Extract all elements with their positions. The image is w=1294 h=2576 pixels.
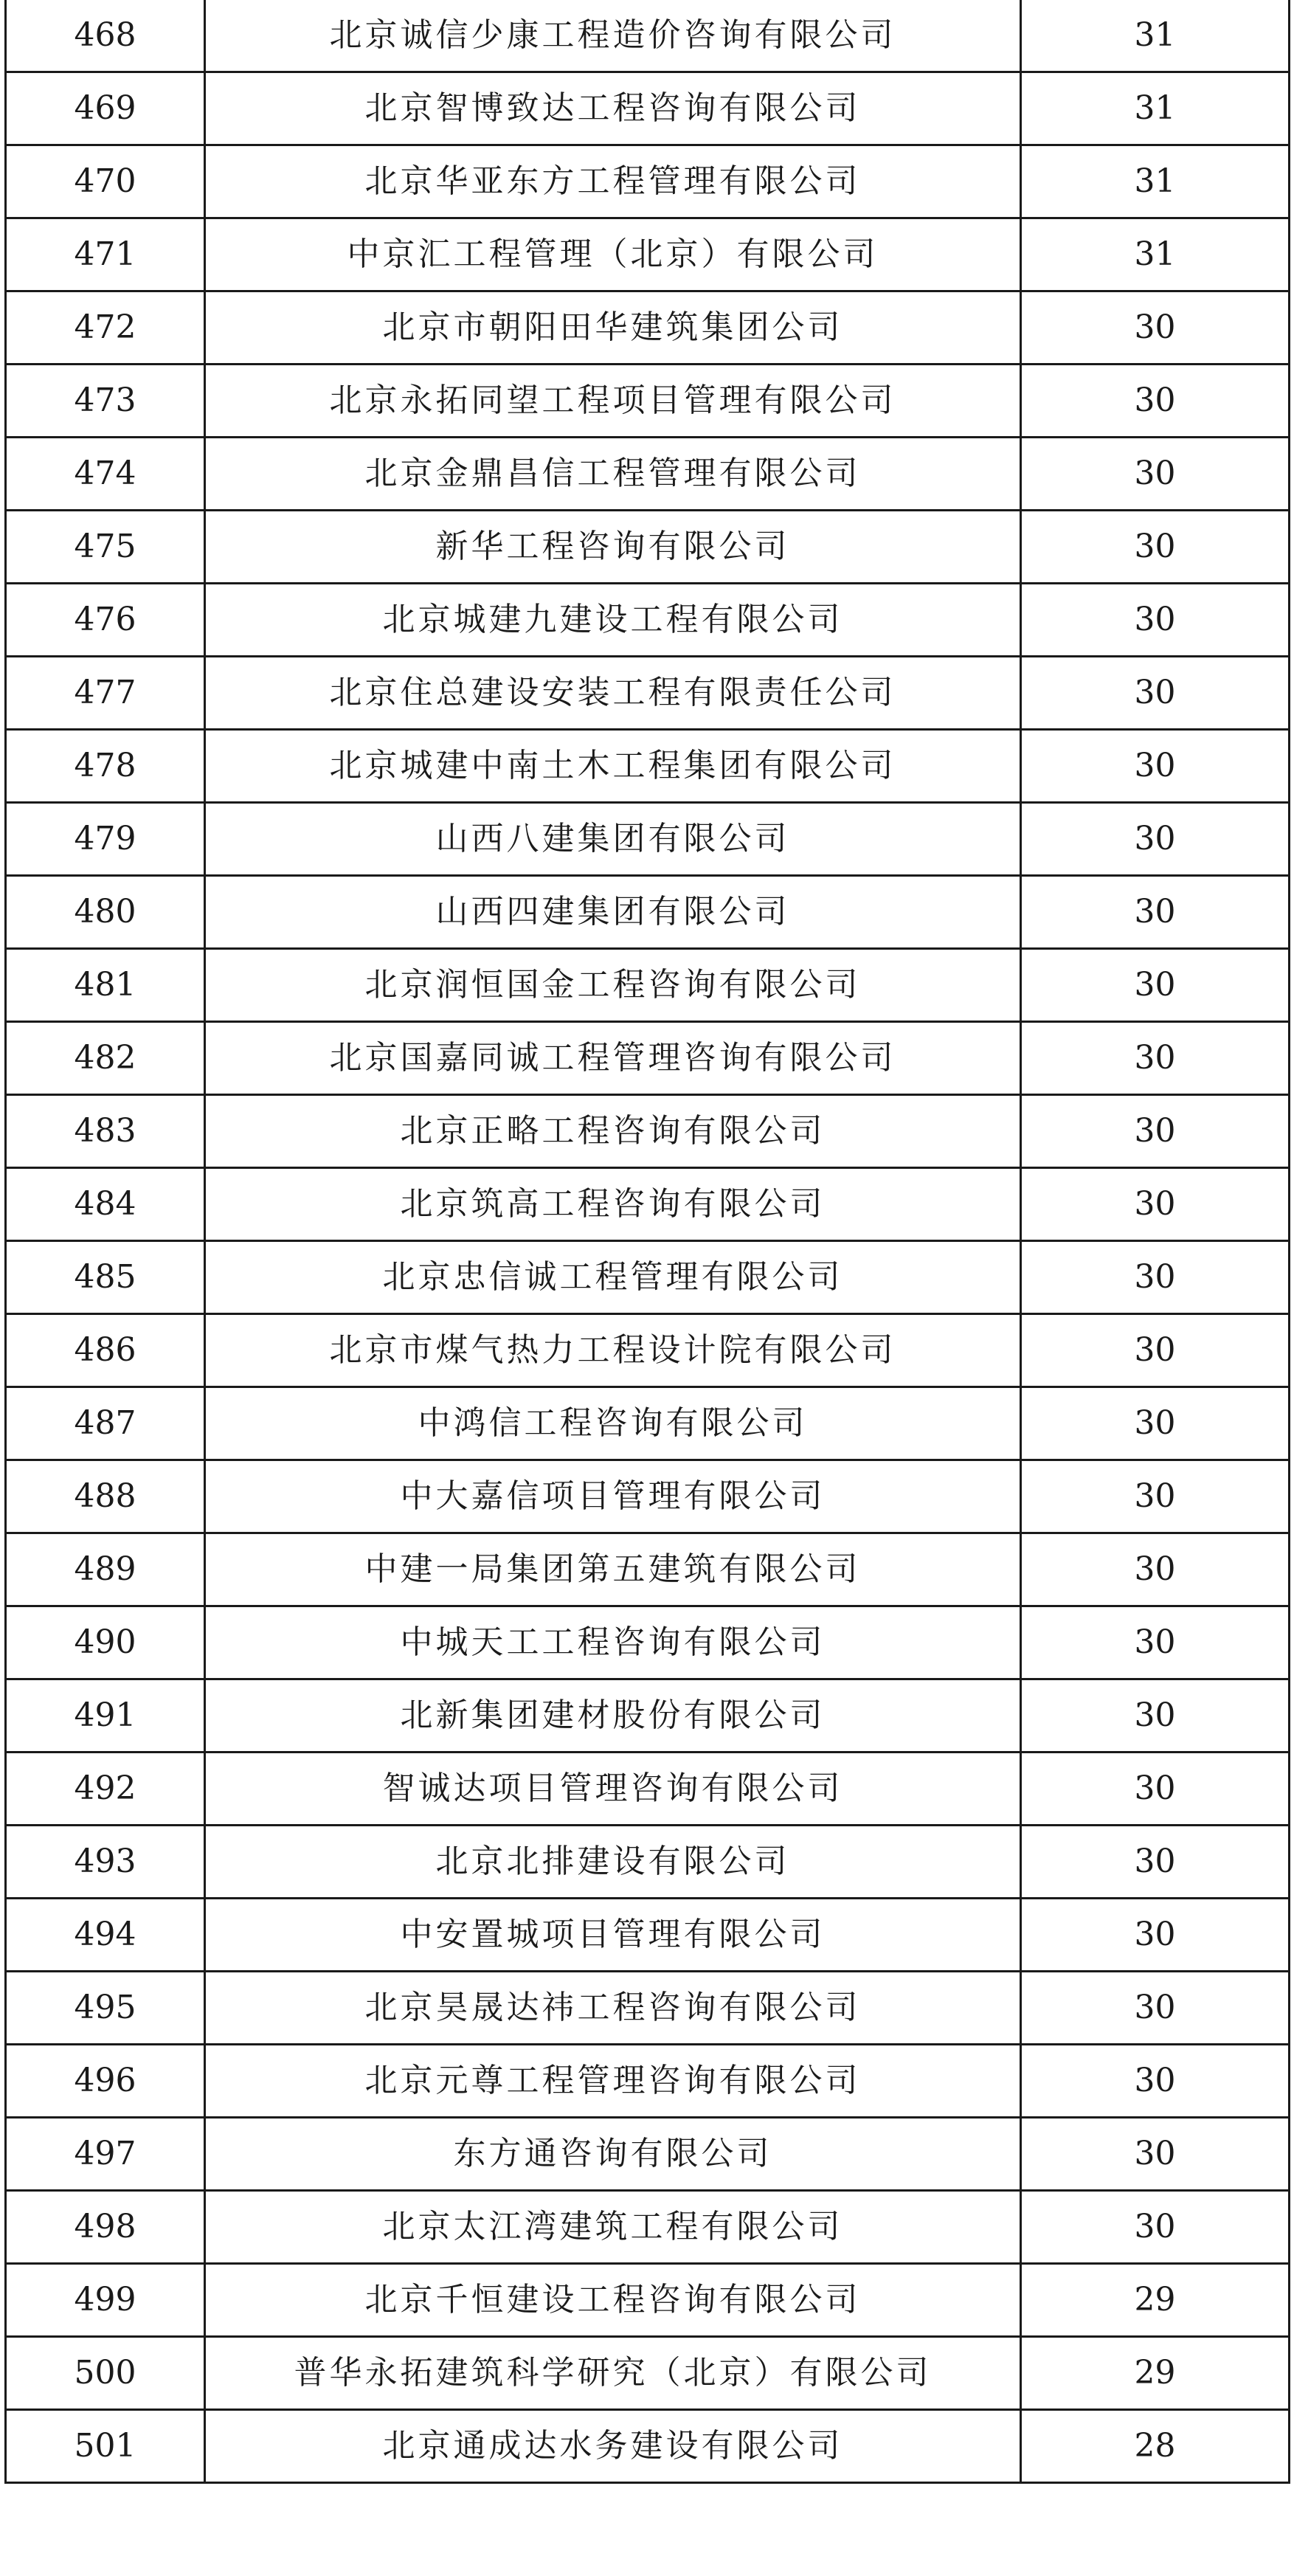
company-name-cell: 普华永拓建筑科学研究（北京）有限公司 bbox=[205, 2337, 1021, 2410]
company-name-cell: 北京城建九建设工程有限公司 bbox=[205, 584, 1021, 657]
rank-cell: 478 bbox=[6, 730, 205, 803]
company-name-cell: 北京元尊工程管理咨询有限公司 bbox=[205, 2045, 1021, 2118]
company-name-cell: 北京北排建设有限公司 bbox=[205, 1826, 1021, 1899]
score-cell: 30 bbox=[1021, 2045, 1290, 2118]
company-name-cell: 北京市朝阳田华建筑集团公司 bbox=[205, 291, 1021, 365]
company-name-cell: 北京住总建设安装工程有限责任公司 bbox=[205, 657, 1021, 730]
company-name-cell: 山西八建集团有限公司 bbox=[205, 803, 1021, 876]
company-name-cell: 北京筑高工程咨询有限公司 bbox=[205, 1168, 1021, 1241]
rank-cell: 492 bbox=[6, 1753, 205, 1826]
score-cell: 30 bbox=[1021, 657, 1290, 730]
table-row bbox=[6, 1679, 1290, 1753]
table-row bbox=[6, 511, 1290, 584]
score-cell: 30 bbox=[1021, 438, 1290, 511]
table-row bbox=[6, 2191, 1290, 2264]
ranking-table bbox=[4, 0, 1290, 2484]
table-row bbox=[6, 2410, 1290, 2483]
company-name-cell: 中城天工工程咨询有限公司 bbox=[205, 1606, 1021, 1679]
score-cell: 30 bbox=[1021, 365, 1290, 438]
company-name-cell: 东方通咨询有限公司 bbox=[205, 2118, 1021, 2191]
score-cell: 30 bbox=[1021, 1533, 1290, 1606]
rank-cell: 501 bbox=[6, 2410, 205, 2483]
score-cell: 30 bbox=[1021, 1168, 1290, 1241]
rank-cell: 472 bbox=[6, 291, 205, 365]
rank-cell: 475 bbox=[6, 511, 205, 584]
rank-cell: 481 bbox=[6, 949, 205, 1022]
rank-cell: 471 bbox=[6, 218, 205, 291]
table-row bbox=[6, 1241, 1290, 1314]
company-name-cell: 北京通成达水务建设有限公司 bbox=[205, 2410, 1021, 2483]
company-name-cell: 北京润恒国金工程咨询有限公司 bbox=[205, 949, 1021, 1022]
ranking-table-body bbox=[6, 0, 1290, 2483]
company-name-cell: 北京华亚东方工程管理有限公司 bbox=[205, 145, 1021, 218]
table-row bbox=[6, 803, 1290, 876]
company-name-cell: 北京金鼎昌信工程管理有限公司 bbox=[205, 438, 1021, 511]
company-name-cell: 北京忠信诚工程管理有限公司 bbox=[205, 1241, 1021, 1314]
table-row bbox=[6, 145, 1290, 218]
score-cell: 28 bbox=[1021, 2410, 1290, 2483]
rank-cell: 477 bbox=[6, 657, 205, 730]
company-name-cell: 中安置城项目管理有限公司 bbox=[205, 1899, 1021, 1972]
score-cell: 30 bbox=[1021, 876, 1290, 949]
score-cell: 30 bbox=[1021, 1826, 1290, 1899]
score-cell: 30 bbox=[1021, 949, 1290, 1022]
table-row bbox=[6, 1095, 1290, 1168]
score-cell: 30 bbox=[1021, 1387, 1290, 1460]
score-cell: 30 bbox=[1021, 2191, 1290, 2264]
table-row bbox=[6, 291, 1290, 365]
rank-cell: 498 bbox=[6, 2191, 205, 2264]
company-name-cell: 北京太江湾建筑工程有限公司 bbox=[205, 2191, 1021, 2264]
score-cell: 31 bbox=[1021, 72, 1290, 145]
score-cell: 31 bbox=[1021, 145, 1290, 218]
score-cell: 30 bbox=[1021, 1972, 1290, 2045]
rank-cell: 488 bbox=[6, 1460, 205, 1533]
table-row bbox=[6, 1460, 1290, 1533]
score-cell: 30 bbox=[1021, 803, 1290, 876]
company-name-cell: 北京国嘉同诚工程管理咨询有限公司 bbox=[205, 1022, 1021, 1095]
table-row bbox=[6, 1387, 1290, 1460]
table-row bbox=[6, 365, 1290, 438]
table-row bbox=[6, 218, 1290, 291]
rank-cell: 496 bbox=[6, 2045, 205, 2118]
table-row bbox=[6, 949, 1290, 1022]
score-cell: 30 bbox=[1021, 1679, 1290, 1753]
rank-cell: 468 bbox=[6, 0, 205, 72]
rank-cell: 476 bbox=[6, 584, 205, 657]
company-name-cell: 中京汇工程管理（北京）有限公司 bbox=[205, 218, 1021, 291]
rank-cell: 491 bbox=[6, 1679, 205, 1753]
score-cell: 29 bbox=[1021, 2337, 1290, 2410]
score-cell: 30 bbox=[1021, 1606, 1290, 1679]
rank-cell: 489 bbox=[6, 1533, 205, 1606]
rank-cell: 480 bbox=[6, 876, 205, 949]
table-row bbox=[6, 438, 1290, 511]
rank-cell: 483 bbox=[6, 1095, 205, 1168]
company-name-cell: 北京永拓同望工程项目管理有限公司 bbox=[205, 365, 1021, 438]
score-cell: 30 bbox=[1021, 291, 1290, 365]
company-name-cell: 北京正略工程咨询有限公司 bbox=[205, 1095, 1021, 1168]
table-row bbox=[6, 1533, 1290, 1606]
score-cell: 30 bbox=[1021, 1753, 1290, 1826]
rank-cell: 473 bbox=[6, 365, 205, 438]
score-cell: 31 bbox=[1021, 0, 1290, 72]
score-cell: 30 bbox=[1021, 1460, 1290, 1533]
table-row bbox=[6, 1899, 1290, 1972]
table-row bbox=[6, 2045, 1290, 2118]
company-name-cell: 北京诚信少康工程造价咨询有限公司 bbox=[205, 0, 1021, 72]
table-row bbox=[6, 72, 1290, 145]
rank-cell: 474 bbox=[6, 438, 205, 511]
table-row bbox=[6, 1753, 1290, 1826]
score-cell: 30 bbox=[1021, 1241, 1290, 1314]
table-row bbox=[6, 876, 1290, 949]
table-row bbox=[6, 730, 1290, 803]
company-name-cell: 北京智博致达工程咨询有限公司 bbox=[205, 72, 1021, 145]
rank-cell: 486 bbox=[6, 1314, 205, 1387]
company-name-cell: 北京昊晟达祎工程咨询有限公司 bbox=[205, 1972, 1021, 2045]
rank-cell: 499 bbox=[6, 2264, 205, 2337]
rank-cell: 470 bbox=[6, 145, 205, 218]
rank-cell: 500 bbox=[6, 2337, 205, 2410]
rank-cell: 497 bbox=[6, 2118, 205, 2191]
score-cell: 30 bbox=[1021, 2118, 1290, 2191]
rank-cell: 487 bbox=[6, 1387, 205, 1460]
company-name-cell: 新华工程咨询有限公司 bbox=[205, 511, 1021, 584]
rank-cell: 495 bbox=[6, 1972, 205, 2045]
company-name-cell: 山西四建集团有限公司 bbox=[205, 876, 1021, 949]
score-cell: 30 bbox=[1021, 1314, 1290, 1387]
score-cell: 30 bbox=[1021, 511, 1290, 584]
table-row bbox=[6, 2337, 1290, 2410]
rank-cell: 469 bbox=[6, 72, 205, 145]
company-name-cell: 北京市煤气热力工程设计院有限公司 bbox=[205, 1314, 1021, 1387]
table-row bbox=[6, 1826, 1290, 1899]
company-name-cell: 中大嘉信项目管理有限公司 bbox=[205, 1460, 1021, 1533]
rank-cell: 485 bbox=[6, 1241, 205, 1314]
company-name-cell: 北新集团建材股份有限公司 bbox=[205, 1679, 1021, 1753]
table-row bbox=[6, 2264, 1290, 2337]
rank-cell: 479 bbox=[6, 803, 205, 876]
table-row bbox=[6, 1168, 1290, 1241]
table-row bbox=[6, 1606, 1290, 1679]
score-cell: 29 bbox=[1021, 2264, 1290, 2337]
table-row bbox=[6, 1022, 1290, 1095]
table-row bbox=[6, 0, 1290, 72]
score-cell: 30 bbox=[1021, 1022, 1290, 1095]
company-name-cell: 北京城建中南土木工程集团有限公司 bbox=[205, 730, 1021, 803]
company-name-cell: 中建一局集团第五建筑有限公司 bbox=[205, 1533, 1021, 1606]
rank-cell: 493 bbox=[6, 1826, 205, 1899]
table-row bbox=[6, 1314, 1290, 1387]
table-row bbox=[6, 657, 1290, 730]
score-cell: 31 bbox=[1021, 218, 1290, 291]
rank-cell: 484 bbox=[6, 1168, 205, 1241]
company-name-cell: 中鸿信工程咨询有限公司 bbox=[205, 1387, 1021, 1460]
score-cell: 30 bbox=[1021, 1899, 1290, 1972]
score-cell: 30 bbox=[1021, 1095, 1290, 1168]
table-row bbox=[6, 2118, 1290, 2191]
score-cell: 30 bbox=[1021, 730, 1290, 803]
rank-cell: 482 bbox=[6, 1022, 205, 1095]
score-cell: 30 bbox=[1021, 584, 1290, 657]
company-name-cell: 智诚达项目管理咨询有限公司 bbox=[205, 1753, 1021, 1826]
table-row bbox=[6, 584, 1290, 657]
rank-cell: 490 bbox=[6, 1606, 205, 1679]
company-name-cell: 北京千恒建设工程咨询有限公司 bbox=[205, 2264, 1021, 2337]
rank-cell: 494 bbox=[6, 1899, 205, 1972]
table-row bbox=[6, 1972, 1290, 2045]
